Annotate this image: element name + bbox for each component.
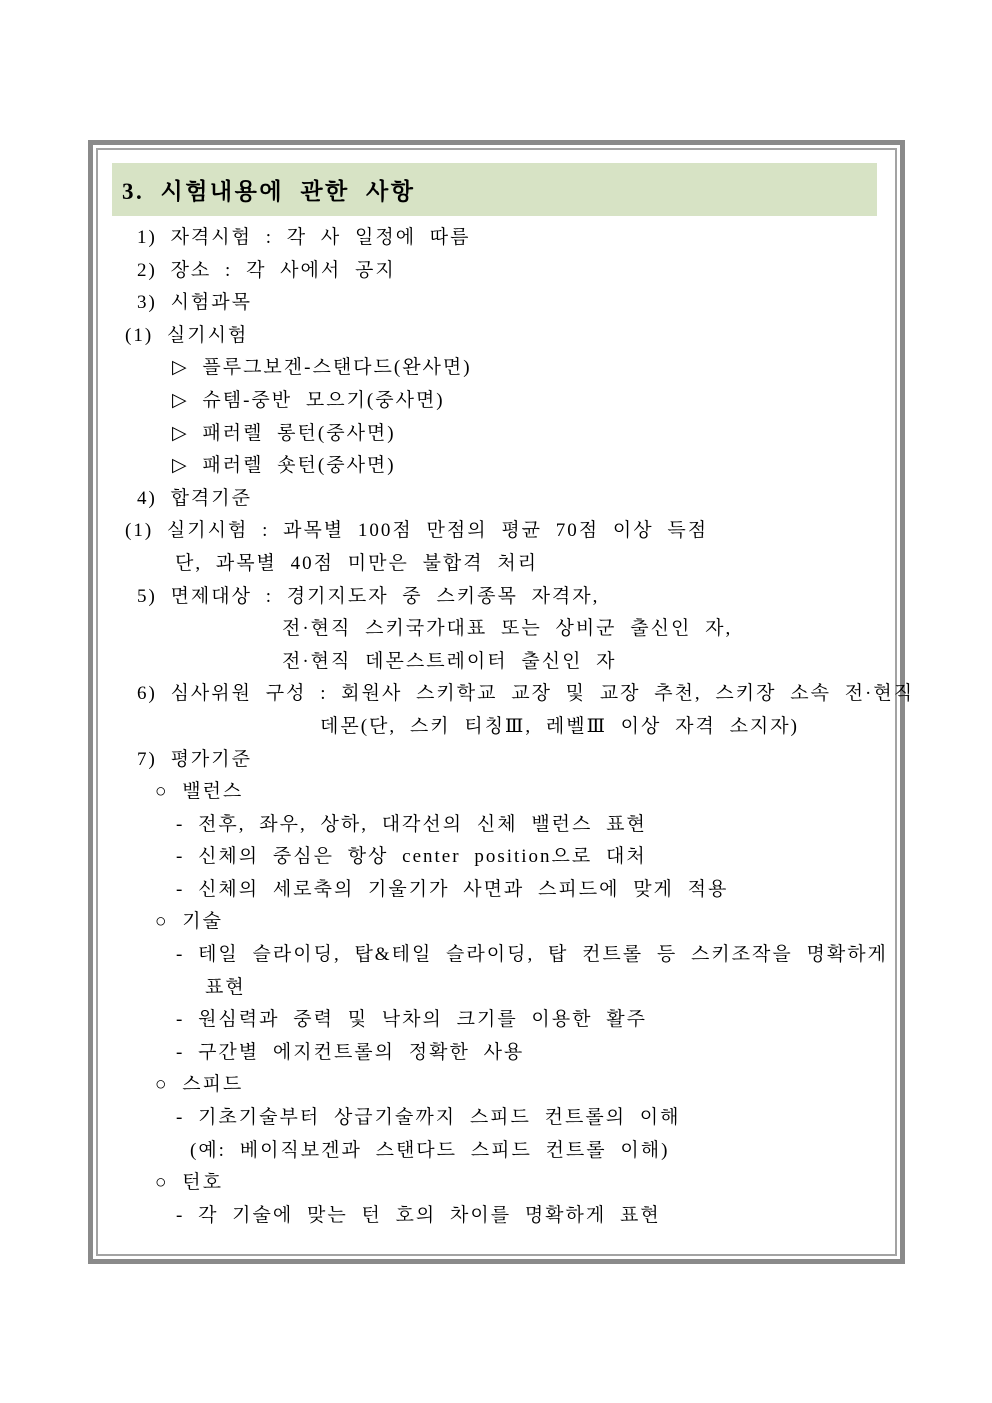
doc-line: 1) 자격시험 : 각 사 일정에 따름 [137,227,471,248]
doc-line: (1) 실기시험 [125,324,249,346]
doc-line: 6) 심사위원 구성 : 회원사 스키학교 교장 및 교장 추천, 스키장 소속 전·현직 [137,683,915,705]
doc-line: 2) 장소 : 각 사에서 공지 [137,259,396,281]
doc-line: ○ 스피드 [155,1074,244,1096]
doc-line: 표현 [205,976,246,998]
doc-line: 4) 합격기준 [137,487,252,509]
doc-line: - 기초기술부터 상급기술까지 스피드 컨트롤의 이해 [176,1107,681,1129]
page-frame-inner [96,148,915,1256]
doc-line: ○ 턴호 [155,1172,223,1194]
doc-line: 전·현직 스키국가대표 또는 상비군 출신인 자, [282,618,733,640]
doc-line: (1) 실기시험 : 과목별 100점 만점의 평균 70점 이상 득점 [125,520,709,542]
doc-line: 단, 과목별 40점 미만은 불합격 처리 [175,552,539,574]
doc-line: - 원심력과 중력 및 낙차의 크기를 이용한 활주 [176,1009,647,1031]
doc-line: ▷ 패러렐 롱턴(중사면) [172,422,396,444]
doc-line: (예: 베이직보겐과 스탠다드 스피드 컨트롤 이해) [190,1139,670,1161]
section-title: 3. 시험내용에 관한 사항 [122,179,416,204]
doc-line: ○ 밸런스 [155,781,244,803]
doc-line: - 테일 슬라이딩, 탑&테일 슬라이딩, 탑 컨트롤 등 스키조작을 명확하게 [176,944,888,966]
doc-line: 3) 시험과목 [137,292,252,314]
doc-line: ○ 기술 [155,911,223,933]
page-frame [88,140,915,1264]
doc-line: ▷ 패러렐 숏턴(중사면) [172,455,396,477]
document-body [98,222,915,1232]
doc-line: - 신체의 세로축의 기울기가 사면과 스피드에 맞게 적용 [176,878,729,900]
doc-line: 7) 평가기준 [137,748,252,770]
doc-line: 5) 면제대상 : 경기지도자 중 스키종목 자격자, [137,585,600,607]
doc-line: 데몬(단, 스키 티칭Ⅲ, 레벨Ⅲ 이상 자격 소지자) [320,715,799,737]
doc-line: - 각 기술에 맞는 턴 호의 차이를 명확하게 표현 [176,1204,661,1226]
doc-line: 전·현직 데몬스트레이터 출신인 자 [282,650,617,672]
doc-line: - 구간별 에지컨트롤의 정확한 사용 [176,1041,525,1063]
doc-line: - 신체의 중심은 항상 center position으로 대처 [176,846,647,868]
doc-line: ▷ 슈템-중반 모으기(중사면) [172,389,445,411]
section-title-bar [112,163,877,216]
doc-line: - 전후, 좌우, 상하, 대각선의 신체 밸런스 표현 [176,813,647,835]
doc-line: ▷ 플루그보겐-스탠다드(완사면) [172,357,472,379]
